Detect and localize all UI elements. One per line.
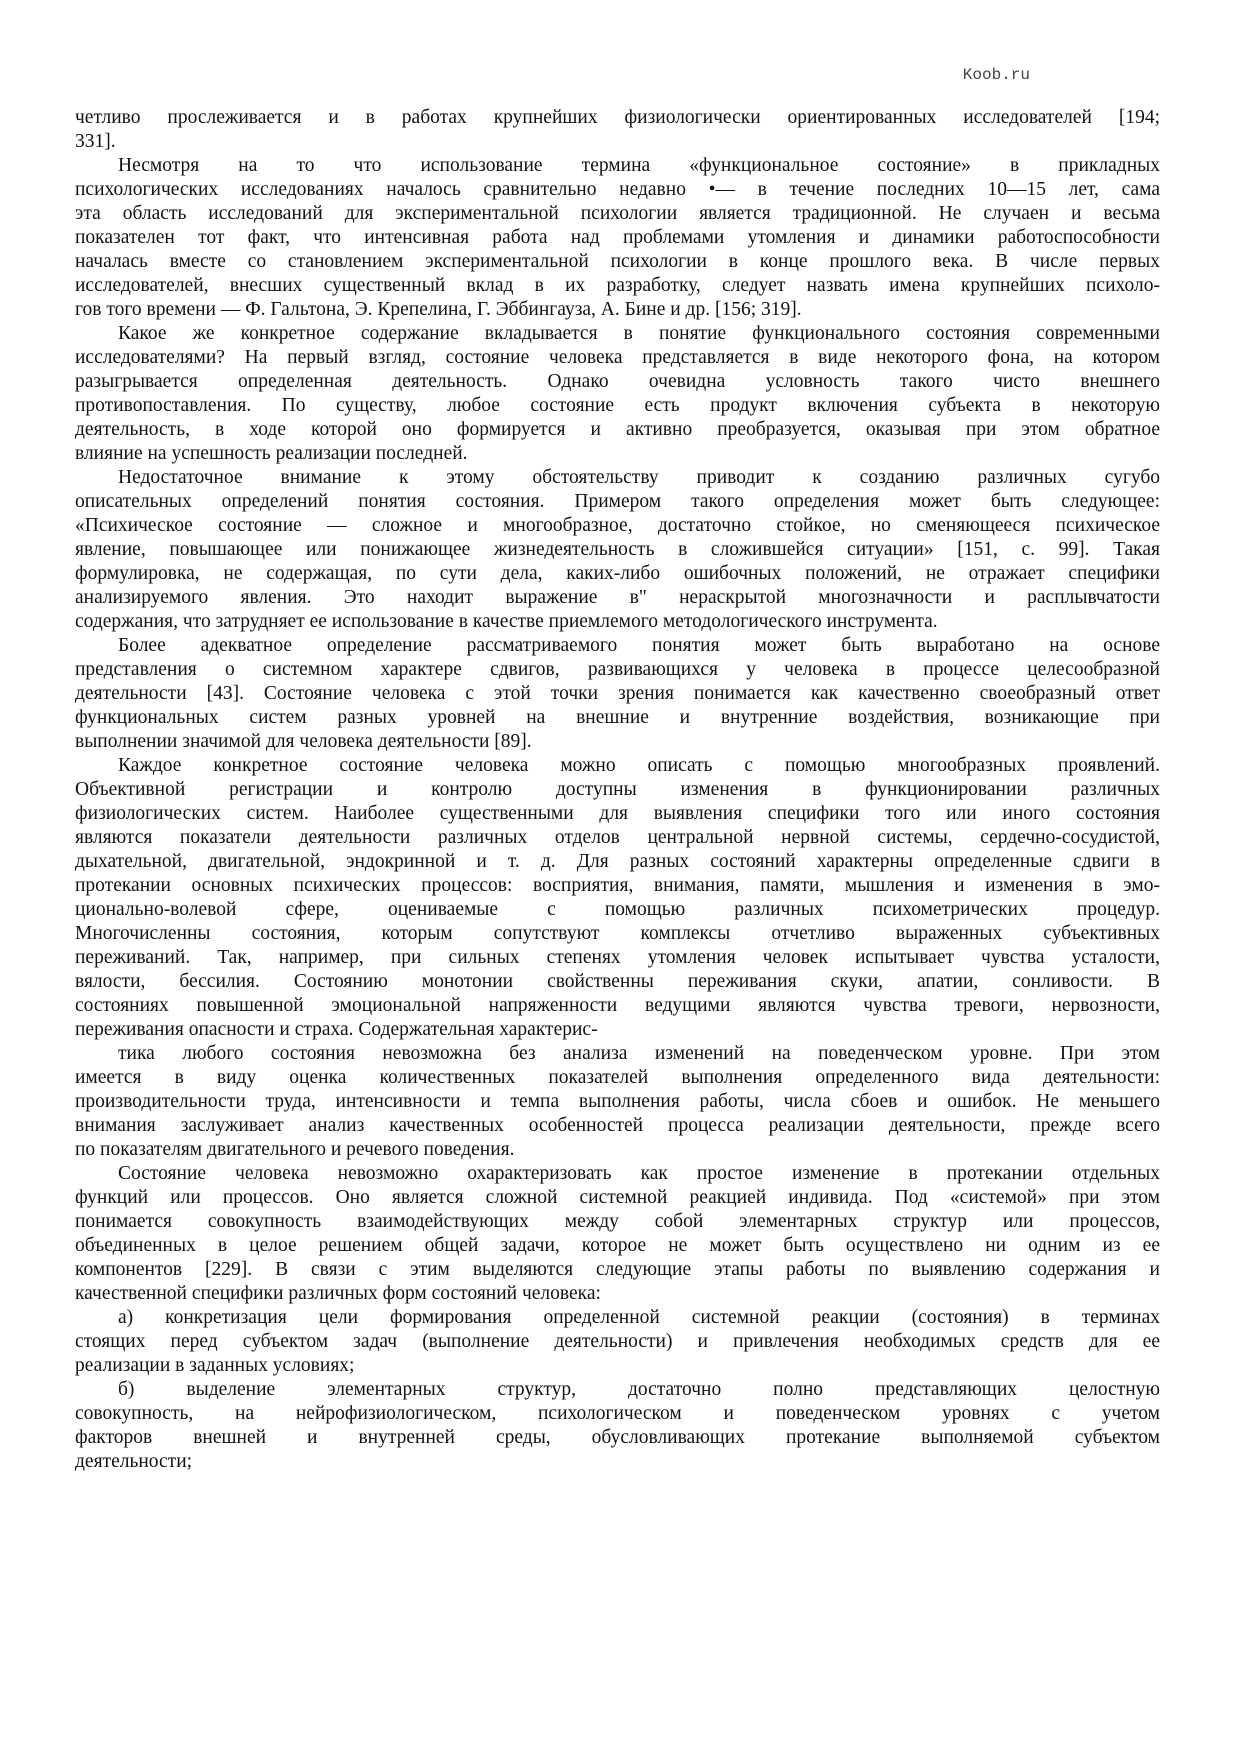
- text-line: Состояние человека невозможно охарактеризовать как простое изменение в протекании отдельных: [118, 1163, 1160, 1184]
- text-line: содержания, что затрудняет ее использование в качестве приемлемого методологического инструмента.: [75, 611, 938, 632]
- text-line: состояниях повышенной эмоциональной напряженности ведущими являются чувства тревоги, нервозности,: [75, 995, 1160, 1016]
- text-line: реализации в заданных условиях;: [75, 1355, 355, 1376]
- paragraph: [75, 322, 1160, 466]
- document-body: [75, 106, 1160, 1474]
- text-line: четливо прослеживается и в работах крупнейших физиологически ориентированных исследователей [194;: [75, 107, 1160, 128]
- text-line: Каждое конкретное состояние человека можно описать с помощью многообразных проявлений.: [118, 755, 1160, 776]
- text-line: переживания опасности и страха. Содержательная характерис-: [75, 1019, 598, 1040]
- text-line: вялости, бессилия. Состоянию монотонии свойственны переживания скуки, апатии, сонливости. В: [75, 971, 1160, 992]
- text-line: физиологических систем. Наиболее существенными для выявления специфики того или иного состояния: [75, 803, 1160, 824]
- text-line: деятельности;: [75, 1451, 193, 1472]
- text-line: противопоставления. По существу, любое состояние есть продукт включения субъекта в некоторую: [75, 395, 1160, 416]
- paragraph: [75, 1162, 1160, 1306]
- text-line: формулировка, не содержащая, по сути дела, каких-либо ошибочных положений, не отражает специфики: [75, 563, 1160, 584]
- text-line: Объективной регистрации и контролю доступны изменения в функционировании различных: [75, 779, 1160, 800]
- text-line: Недостаточное внимание к этому обстоятельству приводит к созданию различных сугубо: [118, 467, 1160, 488]
- text-line: Несмотря на то что использование термина «функциональное состояние» в прикладных: [118, 155, 1160, 176]
- text-line: психологических исследованиях началось сравнительно недавно •— в течение последних 10—15 лет, сама: [75, 179, 1160, 200]
- text-line: производительности труда, интенсивности и темпа выполнения работы, числа сбоев и ошибок. Не меньшего: [75, 1091, 1160, 1112]
- paragraph: [75, 1378, 1160, 1474]
- text-line: качественной специфики различных форм состояний человека:: [75, 1283, 601, 1304]
- text-line: переживаний. Так, например, при сильных степенях утомления человек испытывает чувства усталости,: [75, 947, 1160, 968]
- text-line: понимается совокупность взаимодействующих между собой элементарных структур или процессов,: [75, 1211, 1160, 1232]
- text-line: функций или процессов. Оно является сложной системной реакцией индивида. Под «системой» при этом: [75, 1187, 1160, 1208]
- text-line: функциональных систем разных уровней на внешние и внутренние воздействия, возникающие при: [75, 707, 1160, 728]
- text-line: а) конкретизация цели формирования определенной системной реакции (состояния) в терминах: [118, 1307, 1160, 1328]
- text-line: Более адекватное определение рассматриваемого понятия может быть выработано на основе: [118, 635, 1160, 656]
- text-line: являются показатели деятельности различных отделов центральной нервной системы, сердечно-сосудистой,: [75, 827, 1160, 848]
- text-line: представления о системном характере сдвигов, развивающихся у человека в процессе целесообразной: [75, 659, 1160, 680]
- text-line: влияние на успешность реализации последней.: [75, 443, 468, 464]
- site-header: Koob.ru: [962, 66, 1030, 84]
- paragraph: [75, 1306, 1160, 1378]
- text-line: Многочисленны состояния, которым сопутствуют комплексы отчетливо выраженных субъективных: [75, 923, 1160, 944]
- text-line: по показателям двигательного и речевого поведения.: [75, 1139, 515, 1160]
- text-line: показателен тот факт, что интенсивная работа над проблемами утомления и динамики работоспособности: [75, 227, 1160, 248]
- text-line: исследователей, внесших существенный вклад в их разработку, следует назвать имена крупнейших психоло-: [75, 275, 1160, 296]
- text-line: выполнении значимой для человека деятельности [89].: [75, 731, 532, 752]
- paragraph: [75, 154, 1160, 322]
- text-line: 331].: [75, 131, 116, 152]
- text-line: б) выделение элементарных структур, достаточно полно представляющих целостную: [118, 1379, 1160, 1400]
- text-line: гов того времени — Ф. Гальтона, Э. Крепелина, Г. Эббингауза, А. Бине и др. [156; 319].: [75, 299, 802, 320]
- text-line: совокупность, на нейрофизиологическом, психологическом и поведенческом уровнях с учетом: [75, 1403, 1160, 1424]
- text-line: эта область исследований для экспериментальной психологии является традиционной. Не случаен и весьма: [75, 203, 1160, 224]
- text-line: ционально-волевой сфере, оцениваемые с помощью различных психометрических процедур.: [75, 899, 1160, 920]
- text-line: деятельности [43]. Состояние человека с этой точки зрения понимается как качественно своеобразный ответ: [75, 683, 1160, 704]
- text-line: имеется в виду оценка количественных показателей выполнения определенного вида деятельности:: [75, 1067, 1160, 1088]
- text-line: анализируемого явления. Это находит выражение в" нераскрытой многозначности и расплывчатости: [75, 587, 1160, 608]
- text-line: «Психическое состояние — сложное и многообразное, достаточно стойкое, но сменяющееся психическое: [75, 515, 1160, 536]
- text-line: стоящих перед субъектом задач (выполнение деятельности) и привлечения необходимых средств для ее: [75, 1331, 1160, 1352]
- paragraph: [75, 466, 1160, 634]
- text-line: описательных определений понятия состояния. Примером такого определения может быть следующее:: [75, 491, 1160, 512]
- paragraph: [75, 754, 1160, 1042]
- text-line: протекании основных психических процессов: восприятия, внимания, памяти, мышления и изменения в эмо-: [75, 875, 1160, 896]
- text-line: тика любого состояния невозможна без анализа изменений на поведенческом уровне. При этом: [118, 1043, 1160, 1064]
- text-line: исследователями? На первый взгляд, состояние человека представляется в виде некоторого фона, на котором: [75, 347, 1160, 368]
- paragraph: [75, 634, 1160, 754]
- text-line: факторов внешней и внутренней среды, обусловливающих протекание выполняемой субъектом: [75, 1427, 1160, 1448]
- text-line: разыгрывается определенная деятельность. Однако очевидна условность такого чисто внешнего: [75, 371, 1160, 392]
- paragraph: [75, 106, 1160, 154]
- text-line: началась вместе со становлением экспериментальной психологии в конце прошлого века. В числе первых: [75, 251, 1160, 272]
- paragraph: [75, 1042, 1160, 1162]
- text-line: дыхательной, двигательной, эндокринной и т. д. Для разных состояний характерны определенные сдвиги в: [75, 851, 1160, 872]
- text-line: деятельность, в ходе которой оно формируется и активно преобразуется, оказывая при этом обратное: [75, 419, 1160, 440]
- text-line: компонентов [229]. В связи с этим выделяются следующие этапы работы по выявлению содержания и: [75, 1259, 1160, 1280]
- text-line: явление, повышающее или понижающее жизнедеятельность в сложившейся ситуации» [151, с. 99]. Такая: [75, 539, 1160, 560]
- text-line: внимания заслуживает анализ качественных особенностей процесса реализации деятельности, прежде всего: [75, 1115, 1160, 1136]
- text-line: Какое же конкретное содержание вкладывается в понятие функционального состояния современными: [118, 323, 1160, 344]
- text-line: объединенных в целое решением общей задачи, которое не может быть осуществлено ни одним из ее: [75, 1235, 1160, 1256]
